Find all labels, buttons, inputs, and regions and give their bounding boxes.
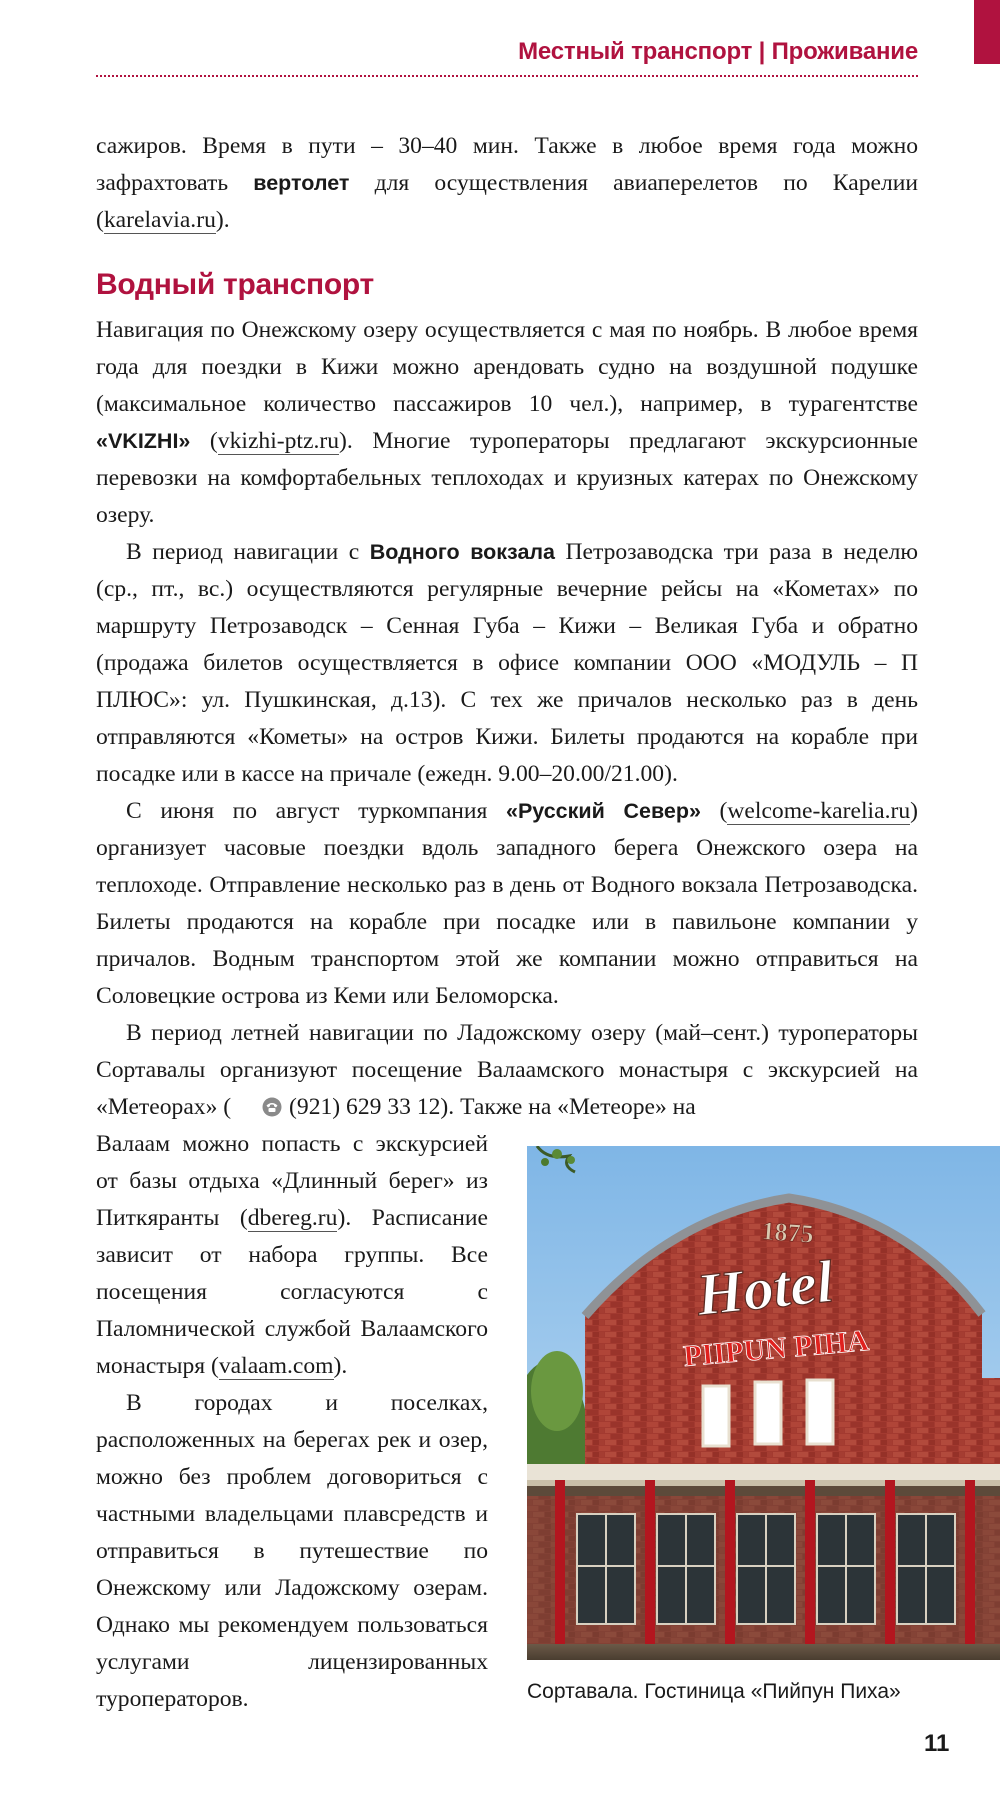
intro-text-3: ). xyxy=(215,207,230,233)
paragraph-valaam xyxy=(96,1126,488,1385)
p1-text-1: Навигация по Онежскому озеру осуществляется с мая по ноябрь. В любое время года для поездки в Кижи можно арендовать судно на воздушной подушке (максимальное количество пассажиров 10 чел.), например, в турагентстве xyxy=(96,317,918,417)
section-heading: Водный транспорт xyxy=(96,268,374,301)
p2-text-1: В период навигации с xyxy=(126,539,370,565)
hotel-photo xyxy=(527,1146,1000,1660)
photo-caption: Сортавала. Гостиница «Пийпун Пиха» xyxy=(527,1680,901,1703)
running-header: Местный транспорт | Проживание xyxy=(518,38,918,65)
paragraph-russkiy-sever xyxy=(96,793,918,1015)
p3-text-2: ( xyxy=(700,798,728,824)
p4-text-2: (921) 629 33 12). Также на «Метеоре» на xyxy=(283,1094,696,1120)
p2-bold-water-station: Водного вокзала xyxy=(369,540,556,564)
link-dbereg[interactable]: dbereg.ru xyxy=(247,1205,338,1231)
p4b-text-1: Валаам можно попасть с экскурсией от базы отдыха «Длинный берег» из Питкяранты ( xyxy=(96,1131,488,1231)
photo-sign-main: Hotel xyxy=(693,1248,837,1329)
link-vkizhi[interactable]: vkizhi-ptz.ru xyxy=(217,428,340,454)
p1-text-3: ). Многие туроператоры предлагают экскурсионные перевозки на комфортабельных теплоходах и круизных катерах по Онежскому озеру. xyxy=(96,428,918,528)
p4-text-1: В период летней навигации по Ладожскому озеру (май–сент.) туроператоры Сортавалы организуют посещение Валаамского монастыря с экскурсией на «Метеорах» ( xyxy=(96,1020,918,1120)
link-welcome-karelia[interactable]: welcome-karelia.ru xyxy=(727,798,911,824)
photo-sign-sub: PIIPUN PIHA xyxy=(682,1324,871,1374)
page-edge-tab xyxy=(974,0,1000,64)
page-number: 11 xyxy=(924,1730,950,1757)
link-karelavia[interactable]: karelavia.ru xyxy=(103,207,216,233)
p3-text-3: ) организует часовые поездки вдоль западного берега Онежского озера на теплоходе. Отправление несколько раз в день от Водного вокзала Петрозаводска. Билеты продаются на корабле при посадке или в павильоне компании у причалов. Водным транспортом этой же компании можно отправиться на Соловецкие острова из Кеми или Беломорска. xyxy=(96,798,918,1009)
intro-bold-helicopter: вертолет xyxy=(253,171,350,195)
p3-bold-russkiy-sever: «Русский Север» xyxy=(505,799,701,823)
photo-year: 1875 xyxy=(760,1216,815,1249)
paragraph-water-station xyxy=(96,534,918,793)
hotel-illustration xyxy=(527,1146,1000,1660)
p3-text-1: С июня по август туркомпания xyxy=(126,798,506,824)
header-rule xyxy=(96,75,918,77)
p1-bold-vkizhi: «VKIZHI» xyxy=(96,429,191,453)
intro-text-1: сажиров. Время в пути – 30–40 мин. Также в любое время года можно зафрахтовать xyxy=(96,133,918,196)
p2-text-2: Петрозаводска три раза в неделю (ср., пт., вс.) осуществляются регулярные вечерние рейсы на «Кометах» по маршруту Петрозаводск – Сенная Губа – Кижи – Великая Губа и обратно (продажа билетов осуществляется в офисе компании ООО «МОДУЛЬ – П ПЛЮС»: ул. Пушкинская, д.13). С тех же причалов несколько раз в день отправляются «Кометы» на остров Кижи. Билеты продаются на корабле при посадке или в кассе на причале (ежедн. 9.00–20.00/21.00). xyxy=(96,539,919,787)
p4b-text-2: ). Расписание зависит от набора группы. Все посещения согласуются с Паломнической службой Валаамского монастыря ( xyxy=(96,1205,488,1379)
link-valaam[interactable]: valaam.com xyxy=(218,1353,334,1379)
paragraph-private-boats xyxy=(96,1385,488,1718)
intro-paragraph xyxy=(96,128,918,239)
p4b-text-3: ). xyxy=(333,1353,348,1379)
p1-text-2: ( xyxy=(190,428,218,454)
paragraph-ladoga xyxy=(96,1015,918,1129)
phone-icon xyxy=(231,1092,283,1129)
intro-text-2: для осуществления авиаперелетов по Карелии ( xyxy=(96,170,918,233)
paragraph-navigation xyxy=(96,312,918,534)
p5-text: В городах и поселках, расположенных на берегах рек и озер, можно без проблем договориться с частными владельцами плавсредств и отправиться в путешествие по Онежскому или Ладожскому озерам. Однако мы рекомендуем пользоваться услугами лицензированных туроператоров. xyxy=(96,1390,488,1712)
